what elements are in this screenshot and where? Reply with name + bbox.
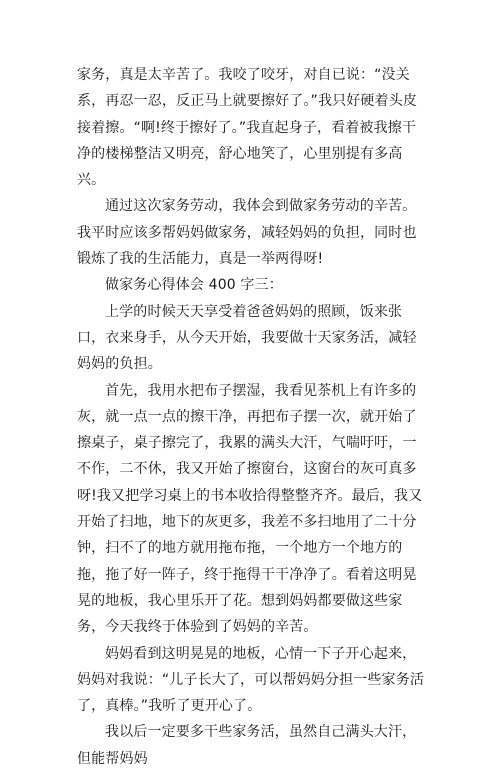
paragraph-5: 妈妈看到这明晃晃的地板，心情一下子开心起来，妈妈对我说：“儿子长大了，可以帮妈妈分担一些家务活了，真棒。”我听了更开心了。	[77, 645, 425, 715]
paragraph-6: 我以后一定要多干些家务活，虽然自己满头大汗，但能帮妈妈	[77, 724, 417, 767]
paragraph-3: 上学的时候天天享受着爸爸妈妈的照顾，饭来张口，衣来身手，从今天开始，我要做十天家务活，减轻妈妈的负担。	[77, 303, 417, 373]
section-heading: 做家务心得体会 400 字三：	[105, 277, 283, 294]
paragraph-2: 通过这次家务劳动，我体会到做家务劳动的辛苦。我平时应该多帮妈妈做家务，减轻妈妈的负担，同时也锻炼了我的生活能力，真是一举两得呀!	[77, 198, 417, 268]
paragraph-4: 首先，我用水把布子摆湿，我看见茶机上有许多的灰，就一点一点的擦干净，再把布子摆一次，就开始了擦桌子，桌子擦完了，我累的满头大汗，气喘吁吁，一不作，二不休，我又开始了擦窗台，这窗台的灰可真多呀!我又把学习桌上的书本收拾得整整齐齐。最后，我又开始了扫地，地下的灰更多，我差不多扫地用了二十分钟，扫不了的地方就用拖布拖，一个地方一个地方的拖，拖了好一阵子，终于拖得干干净净了。看着这明晃晃的地板，我心里乐开了花。想到妈妈都要做这些家务，今天我终于体验到了妈妈的辛苦。	[77, 382, 423, 636]
paragraph-1: 家务，真是太辛苦了。我咬了咬牙，对自已说：“没关系，再忍一忍，反正马上就要擦好了。”我只好硬着头皮接着擦。“啊!终于擦好了。”我直起身子，看着被我擦干净的楼梯整洁又明亮，舒心地笑了，心里别提有多高兴。	[77, 67, 418, 189]
document-body	[77, 62, 429, 772]
